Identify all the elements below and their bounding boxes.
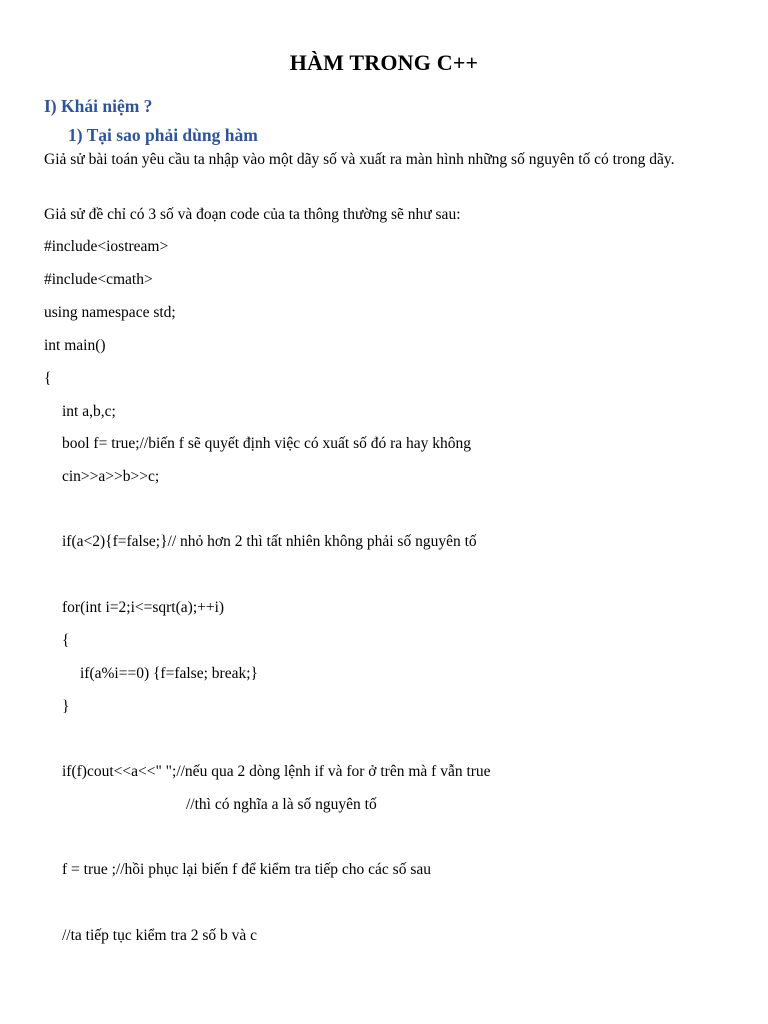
code-line: //ta tiếp tục kiểm tra 2 số b và c [62, 927, 257, 944]
document-title: HÀM TRONG C++ [289, 50, 479, 75]
code-line: bool f= true;//biến f sẽ quyết định việc có xuất số đó ra hay không [62, 435, 472, 452]
code-line: { [62, 632, 70, 649]
code-line: int main() [44, 337, 106, 354]
paragraph-intro: Giả sử bài toán yêu cầu ta nhập vào một dãy số và xuất ra màn hình những số nguyên tố có trong dãy. [44, 151, 675, 168]
section-heading: I) Khái niệm ? [44, 96, 153, 116]
code-line: if(a<2){f=false;}// nhỏ hơn 2 thì tất nhiên không phải số nguyên tố [62, 533, 477, 550]
subsection-heading: 1) Tại sao phải dùng hàm [68, 125, 258, 145]
code-line: for(int i=2;i<=sqrt(a);++i) [62, 599, 225, 616]
code-line: #include<iostream> [44, 238, 169, 255]
code-line: if(f)cout<<a<<" ";//nếu qua 2 dòng lệnh if và for ở trên mà f vẫn true [62, 763, 491, 780]
code-line: } [62, 698, 70, 715]
code-line: cin>>a>>b>>c; [62, 468, 160, 485]
paragraph-setup: Giả sử đề chỉ có 3 số và đoạn code của ta thông thường sẽ như sau: [44, 206, 461, 223]
code-line: //thì có nghĩa a là số nguyên tố [186, 796, 377, 813]
code-line: if(a%i==0) {f=false; break;} [80, 665, 258, 682]
code-line: using namespace std; [44, 304, 176, 321]
code-line: f = true ;//hồi phục lại biến f để kiểm tra tiếp cho các số sau [62, 861, 431, 878]
code-line: #include<cmath> [44, 271, 153, 288]
code-line: int a,b,c; [62, 403, 116, 420]
code-line: { [44, 370, 52, 387]
